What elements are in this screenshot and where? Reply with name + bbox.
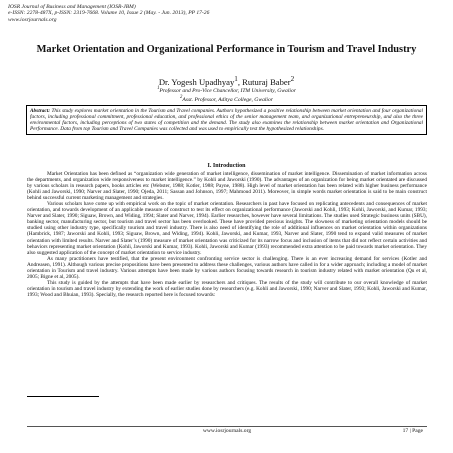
body-paragraph: This study is guided by the attempts that have been made earlier by researchers and critiques. The results of the study will contribute to our overall knowledge of market orientation in tourism and travel industry by extending the work of earlier studies done by researchers (e.g. Kohli and Jaworski, 1990; Narver and Slater, 1993; Kohli, Jaworski and Kumar, 1993; Wood and Bhuian, 1993). Specially, the research reported here is focused towards: [27, 279, 427, 298]
journal-url[interactable]: www.iosrjournals.org [8, 16, 57, 23]
affiliation-line [20, 86, 433, 95]
affiliation-text: Professor and Pro-Vice Chancellor, ITM University, Gwalior [159, 87, 296, 94]
footer-url[interactable]: www.iosrjournals.org [202, 428, 252, 434]
body-paragraph: Market Orientation has been defined as “organization wide generation of market intelligence, dissemination of market intelligence. Dissemination of market information across the departments, and organization wide responsiveness to market intelligence.” by Kohli and Jaworski (1990). The advantages of an organization for being market orientated are discussed by various scholars in research papers, books articles etc (Webster, 1988; Kotler, 1988; Payne, 1988). High level of market orientation has been related with higher business performance (Kohli and Jaworski, 1990; Narver and Slater, 1990; Ojeda, 2011; Sassan and Johnson, 1997; Mahmoud 2011). Moreover, in simple words market orientation is said to be main construct behind successful current marketing management and strategies. [27, 171, 427, 202]
author-separator: , [237, 76, 243, 87]
footnote-rule [27, 396, 99, 397]
page-footer [27, 426, 427, 438]
author-affiliation-mark: 1 [234, 75, 238, 83]
abstract-text: This study explores market orientation in the Tourism and Travel companies. Authors hypothesized a positive relationship between market orientation and four organizational factors, including professional commitment, professional education, and professional ethics of the senior management team, and organizational entrepreneurship, and also the three environmental factors, including perceptions of two states of competition and the demand. The study also examines the relationship between market orientation and Organizational Performance. Data from top Tourism and Travel Companies was collected and was used to empirically test the hypothesized relationships. [30, 108, 423, 133]
author-name: Ruturaj Baber [242, 76, 291, 87]
body-text [27, 171, 427, 298]
author-affiliation-mark: 2 [290, 75, 295, 83]
paper-title: Market Orientation and Organizational Performance in Tourism and Travel Industry [36, 44, 417, 55]
affiliation-mark: 2 [180, 94, 183, 100]
affiliation-mark: 1 [157, 86, 160, 91]
author-line [20, 74, 433, 87]
journal-issn-volume: e-ISSN: 2278-487X, p-ISSN: 2319-7668. Volume 10, Issue 2 (May. - Jun. 2013), PP 17-26 [8, 10, 210, 17]
affiliation-text: Asst. Professor, Aditya College, Gwalior [182, 96, 273, 103]
abstract-box [26, 105, 427, 135]
journal-header [8, 4, 209, 23]
page-number: 17 | Page [402, 428, 423, 434]
affiliations [20, 86, 433, 103]
affiliation-line [20, 95, 433, 104]
section-heading [20, 163, 433, 169]
author-name: Dr. Yogesh Upadhyay [158, 76, 235, 87]
section-number: I. [207, 163, 212, 169]
body-paragraph: Various scholars have come up with empirical work on the topic of market orientation. Researchers in past have focused on replicating antecedents and consequences of market orientation, and towards development of an applicable measure of construct to test its effect on organizational performance (Jaworski and Kohli, 1993; Kohli, Jaworski, and Kumar, 1993; Narver and Slater, 1990; Siguaw, Brown, and Widing, 1994; Slater and Narver, 1994). Earlier researches, however have several limitations. The studies used Strategic business units (SBU), banking sector, manufacturing sector, but tourism and travel sector has been overlooked. These have provided precious insights. The slowness of marketing orientation models should be studied using other industry type, specifically tourism and travel industry. There is also need of identifying the role of additional influences on market orientation within organizations (Hambrick, 1987; Jaworski and Kohli, 1993; Siguaw, Brown, and Widing, 1994). Kohli, Jaworski, and Kumar, 1993, Narver and Slater, 1990 tend to expand valid measures of market orientation with limited results. Narver and Slater’s (1990) measure of market orientation was criticized for its narrow focus and inclusion of items that did not reflect certain activities and behaviors representing market orientation (Kohli, Jaworski and Kumar, 1993). Kohli, Jaworski and Kumar (1993) recommended extra attention to be paid towards market orientation. They also suggested application of the concept of market orientation to service industry. [27, 201, 427, 256]
body-paragraph: As many practitioners have testified, that the present environment confronting service sector is challenging. There is an ever increasing demand for services (Kotler and Andreasen, 1991). Although various precise propositions have been presented to address these challenges, various authors have called in for a wider approach; including a model of market orientation in Tourism and travel industry. Various attempts have been made by various authors focusing towards research in tourism industry related with market orientation (Qu et al, 2005; Bigne et al, 2005). [27, 255, 427, 280]
journal-name: IOSR Journal of Business and Management (IOSR-JBM) [8, 4, 136, 10]
section-title: Introduction [212, 163, 246, 169]
abstract-label: Abstract: [30, 108, 51, 114]
